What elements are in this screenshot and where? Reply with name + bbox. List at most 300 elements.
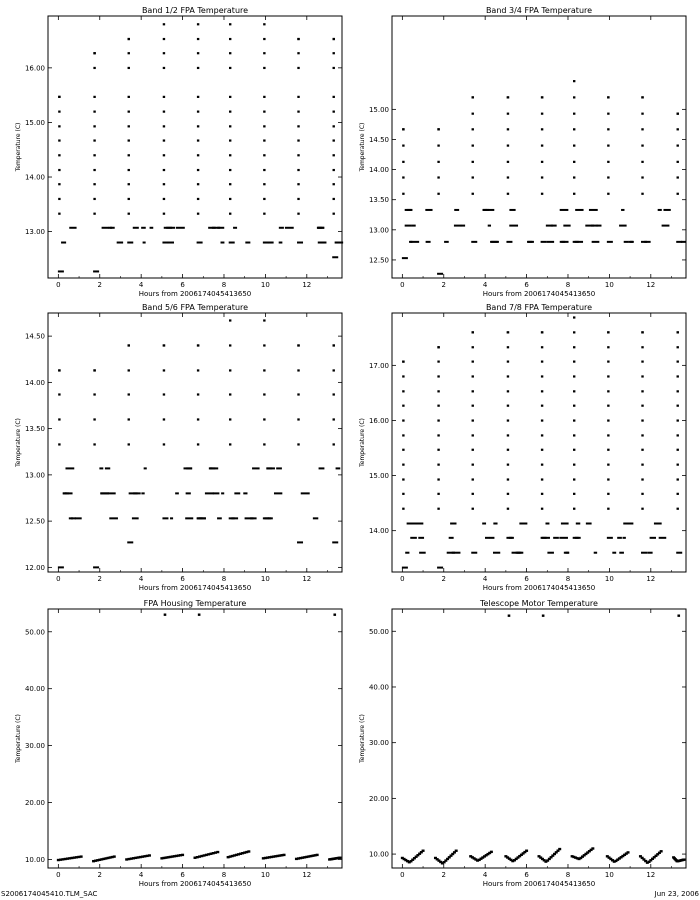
data-point	[333, 125, 335, 127]
data-point	[263, 125, 265, 127]
data-point	[58, 154, 60, 156]
data-point	[263, 198, 265, 200]
data-point	[229, 23, 231, 25]
data-point	[422, 850, 425, 852]
data-point	[333, 169, 335, 171]
data-point	[573, 144, 575, 146]
x-tick-label: 0	[56, 281, 61, 289]
data-point	[402, 375, 404, 377]
data-point	[109, 517, 118, 519]
data-point	[607, 241, 613, 243]
data-point	[437, 419, 439, 421]
data-point	[243, 492, 247, 494]
data-point	[93, 67, 95, 69]
data-point	[285, 227, 294, 229]
data-point	[402, 161, 404, 163]
data-point	[660, 850, 663, 852]
y-axis-label: Temperature (C)	[15, 122, 22, 172]
data-point	[105, 467, 110, 469]
data-point	[58, 270, 64, 272]
data-point	[677, 360, 679, 362]
data-point	[565, 552, 569, 554]
data-point	[229, 169, 231, 171]
data-point	[573, 193, 575, 195]
data-point	[75, 517, 82, 519]
x-tick-label: 8	[565, 281, 571, 289]
x-tick-label: 6	[180, 871, 185, 879]
x-tick-label: 4	[138, 871, 144, 879]
data-point	[541, 144, 543, 146]
data-point	[93, 139, 95, 141]
data-point	[93, 125, 95, 127]
data-point	[132, 517, 139, 519]
data-point	[621, 209, 624, 211]
data-point	[229, 517, 235, 519]
data-point	[335, 242, 343, 244]
y-axis-label: Temperature (C)	[359, 418, 366, 467]
x-tick-label: 4	[482, 871, 488, 879]
data-point	[677, 113, 679, 115]
data-point	[333, 418, 335, 420]
data-point	[507, 434, 509, 436]
data-point	[575, 209, 583, 211]
data-point	[541, 161, 543, 163]
data-point	[93, 566, 99, 568]
data-point	[58, 183, 60, 185]
data-point	[472, 419, 474, 421]
date-label: Jun 23, 2006	[654, 890, 699, 898]
data-point	[437, 449, 439, 451]
data-point	[263, 369, 265, 371]
data-point	[507, 128, 509, 130]
data-point	[162, 517, 168, 519]
chart-panel-5	[15, 599, 342, 888]
data-point	[93, 198, 95, 200]
data-point	[93, 213, 95, 215]
data-point	[297, 139, 299, 141]
data-point	[197, 67, 199, 69]
data-point	[641, 508, 643, 510]
y-tick-label: 13.50	[24, 425, 45, 434]
data-point	[472, 360, 474, 362]
x-tick-label: 0	[400, 281, 405, 289]
data-point	[229, 154, 231, 156]
data-point	[245, 242, 250, 244]
data-point	[197, 38, 199, 40]
data-point	[297, 111, 299, 113]
data-point	[573, 493, 575, 495]
data-point	[128, 369, 130, 371]
data-point	[472, 161, 474, 163]
data-point	[128, 344, 130, 346]
data-point	[607, 128, 609, 130]
y-tick-label: 14.50	[368, 135, 389, 144]
data-point	[607, 537, 613, 539]
data-point	[58, 111, 60, 113]
data-point	[629, 241, 633, 243]
data-point	[607, 360, 609, 362]
data-point	[415, 523, 423, 525]
data-point	[198, 613, 201, 615]
data-point	[332, 541, 338, 543]
data-point	[461, 225, 465, 227]
data-point	[297, 52, 299, 54]
data-point	[507, 419, 509, 421]
data-point	[607, 375, 609, 377]
data-point	[113, 855, 116, 857]
data-point	[412, 225, 416, 227]
data-point	[573, 113, 575, 115]
data-point	[573, 176, 575, 178]
data-point	[216, 851, 219, 853]
data-point	[662, 225, 670, 227]
data-point	[641, 161, 643, 163]
y-tick-label: 15.00	[368, 105, 389, 114]
data-point	[93, 96, 95, 98]
data-point	[128, 213, 130, 215]
data-point	[659, 537, 667, 539]
data-point	[472, 493, 474, 495]
data-point	[607, 419, 609, 421]
data-point	[573, 537, 579, 539]
data-point	[233, 227, 237, 229]
data-point	[641, 419, 643, 421]
data-point	[197, 517, 203, 519]
data-point	[509, 225, 518, 227]
data-point	[197, 52, 199, 54]
data-point	[217, 517, 222, 519]
data-point	[472, 405, 474, 407]
data-point	[507, 375, 509, 377]
data-point	[541, 493, 543, 495]
data-point	[402, 144, 404, 146]
data-point	[185, 517, 193, 519]
y-tick-label: 10.00	[24, 855, 45, 864]
data-point	[234, 492, 240, 494]
data-point	[677, 449, 679, 451]
data-point	[93, 169, 95, 171]
data-point	[297, 154, 299, 156]
data-point	[197, 183, 199, 185]
data-point	[607, 193, 609, 195]
data-point	[58, 139, 60, 141]
data-point	[128, 154, 130, 156]
data-point	[607, 390, 609, 392]
file-label: S2006174045410.TLM_SAC	[1, 890, 98, 898]
data-point	[320, 242, 325, 244]
data-point	[181, 854, 184, 856]
data-point	[541, 478, 543, 480]
data-point	[545, 523, 549, 525]
data-point	[641, 128, 643, 130]
data-point	[128, 169, 130, 171]
y-axis-label: Temperature (C)	[15, 418, 22, 467]
data-point	[247, 850, 250, 852]
data-point	[677, 419, 679, 421]
data-point	[607, 176, 609, 178]
data-point	[128, 418, 130, 420]
data-point	[437, 493, 439, 495]
data-point	[316, 854, 319, 856]
chart-title: Band 1/2 FPA Temperature	[141, 6, 249, 15]
y-tick-label: 16.00	[368, 416, 389, 425]
data-point	[297, 242, 303, 244]
data-point	[229, 96, 231, 98]
data-point	[263, 344, 265, 346]
data-point	[650, 537, 656, 539]
data-point	[333, 198, 335, 200]
x-tick-label: 12	[646, 871, 656, 879]
data-point	[162, 242, 168, 244]
data-point	[110, 227, 115, 229]
data-series	[58, 319, 340, 568]
data-point	[541, 193, 543, 195]
data-point	[297, 125, 299, 127]
data-point	[677, 434, 679, 436]
data-point	[263, 319, 265, 321]
data-point	[507, 346, 509, 348]
chart-title: Band 5/6 FPA Temperature	[141, 303, 249, 312]
data-point	[541, 405, 543, 407]
data-point	[164, 227, 172, 229]
data-point	[163, 213, 165, 215]
data-point	[607, 434, 609, 436]
data-point	[507, 449, 509, 451]
data-point	[263, 517, 269, 519]
data-point	[507, 331, 509, 333]
data-point	[437, 508, 439, 510]
data-point	[210, 467, 218, 469]
data-point	[229, 213, 231, 215]
data-point	[641, 331, 643, 333]
data-point	[437, 273, 443, 275]
data-point	[297, 369, 299, 371]
data-point	[333, 393, 335, 395]
data-point	[573, 346, 575, 348]
data-point	[229, 418, 231, 420]
data-point	[437, 375, 439, 377]
data-point	[573, 390, 575, 392]
x-axis-label: Hours from 2006174045413650	[482, 584, 596, 592]
data-point	[80, 855, 83, 857]
data-point	[405, 552, 409, 554]
data-point	[58, 169, 60, 171]
data-point	[450, 523, 456, 525]
data-point	[197, 213, 199, 215]
data-point	[641, 346, 643, 348]
data-point	[283, 854, 286, 856]
data-point	[333, 183, 335, 185]
data-point	[301, 492, 310, 494]
data-point	[229, 344, 231, 346]
data-point	[263, 139, 265, 141]
data-point	[607, 346, 609, 348]
data-point	[402, 493, 404, 495]
data-point	[133, 227, 139, 229]
data-point	[607, 113, 609, 115]
data-point	[437, 567, 443, 569]
data-point	[472, 144, 474, 146]
data-point	[221, 242, 225, 244]
data-point	[542, 614, 545, 616]
data-point	[677, 346, 679, 348]
data-point	[573, 405, 575, 407]
data-point	[573, 478, 575, 480]
data-point	[519, 523, 527, 525]
plot-frame	[48, 16, 342, 278]
data-point	[61, 242, 66, 244]
data-point	[150, 227, 154, 229]
y-tick-label: 10.00	[368, 850, 389, 859]
data-point	[319, 467, 325, 469]
y-tick-label: 14.00	[368, 166, 389, 175]
x-tick-label: 2	[441, 871, 446, 879]
data-point	[117, 242, 123, 244]
data-point	[641, 241, 647, 243]
data-point	[410, 537, 417, 539]
data-point	[418, 537, 424, 539]
data-point	[607, 449, 609, 451]
data-point	[437, 161, 439, 163]
data-point	[58, 418, 60, 420]
data-point	[279, 227, 284, 229]
data-point	[263, 38, 265, 40]
data-point	[509, 209, 515, 211]
y-tick-label: 30.00	[24, 742, 45, 751]
data-point	[93, 418, 95, 420]
data-point	[101, 492, 109, 494]
data-point	[589, 209, 598, 211]
data-point	[507, 176, 509, 178]
y-tick-label: 15.00	[24, 118, 45, 127]
data-point	[607, 508, 609, 510]
y-tick-label: 14.50	[24, 332, 45, 341]
data-point	[402, 360, 404, 362]
data-point	[263, 52, 265, 54]
data-point	[197, 242, 203, 244]
data-point	[141, 492, 144, 494]
data-point	[99, 467, 103, 469]
plot-frame	[392, 16, 686, 278]
data-point	[333, 369, 335, 371]
data-point	[197, 154, 199, 156]
data-point	[541, 434, 543, 436]
data-point	[641, 464, 643, 466]
data-point	[58, 566, 64, 568]
data-point	[654, 523, 661, 525]
data-point	[402, 464, 404, 466]
data-point	[507, 161, 509, 163]
x-tick-label: 4	[138, 281, 144, 289]
data-point	[205, 492, 214, 494]
data-point	[402, 567, 408, 569]
x-tick-label: 12	[302, 575, 312, 583]
data-point	[93, 154, 95, 156]
chart-title: Band 7/8 FPA Temperature	[485, 303, 593, 312]
data-point	[641, 493, 643, 495]
data-point	[407, 523, 414, 525]
data-point	[489, 537, 494, 539]
data-point	[437, 405, 439, 407]
data-point	[677, 405, 679, 407]
data-point	[641, 434, 643, 436]
data-point	[333, 443, 335, 445]
data-point	[541, 375, 543, 377]
data-point	[263, 242, 269, 244]
data-point	[297, 213, 299, 215]
data-point	[558, 848, 561, 850]
data-point	[576, 523, 580, 525]
data-point	[402, 449, 404, 451]
data-point	[677, 464, 679, 466]
data-point	[229, 183, 231, 185]
data-point	[163, 23, 165, 25]
data-point	[437, 478, 439, 480]
data-point	[197, 125, 199, 127]
x-tick-label: 6	[180, 575, 185, 583]
data-point	[197, 344, 199, 346]
data-point	[263, 443, 265, 445]
data-point	[297, 96, 299, 98]
chart-panel-6	[359, 599, 686, 888]
data-point	[541, 241, 547, 243]
data-point	[297, 344, 299, 346]
data-point	[677, 144, 679, 146]
x-tick-label: 4	[482, 281, 488, 289]
data-point	[527, 241, 534, 243]
data-point	[592, 241, 600, 243]
chart-panel-1	[15, 6, 343, 298]
y-tick-label: 13.00	[24, 228, 45, 237]
data-point	[658, 209, 662, 211]
data-point	[127, 541, 133, 543]
data-point	[437, 464, 439, 466]
data-point	[541, 419, 543, 421]
y-axis-label: Temperature (C)	[359, 714, 366, 763]
data-point	[164, 613, 167, 615]
x-tick-label: 6	[524, 281, 529, 289]
data-point	[197, 393, 199, 395]
data-point	[229, 242, 235, 244]
data-point	[607, 331, 609, 333]
data-point	[472, 508, 474, 510]
data-point	[561, 241, 565, 243]
data-point	[437, 434, 439, 436]
data-point	[58, 213, 60, 215]
data-point	[128, 111, 130, 113]
chart-panel-3	[15, 303, 342, 592]
data-series	[402, 316, 682, 568]
data-point	[482, 523, 486, 525]
y-tick-label: 20.00	[368, 794, 389, 803]
data-point	[65, 467, 74, 469]
data-point	[263, 154, 265, 156]
data-point	[607, 161, 609, 163]
data-point	[641, 449, 643, 451]
data-point	[148, 854, 151, 856]
data-point	[560, 209, 569, 211]
x-axis-label: Hours from 2006174045413650	[138, 880, 252, 888]
data-point	[455, 850, 458, 852]
data-point	[402, 257, 408, 259]
data-point	[624, 241, 629, 243]
y-tick-label: 50.00	[24, 628, 45, 637]
data-point	[297, 393, 299, 395]
chart-title: Band 3/4 FPA Temperature	[485, 6, 593, 15]
data-point	[641, 405, 643, 407]
x-axis-label: Hours from 2006174045413650	[482, 880, 596, 888]
data-point	[129, 492, 138, 494]
